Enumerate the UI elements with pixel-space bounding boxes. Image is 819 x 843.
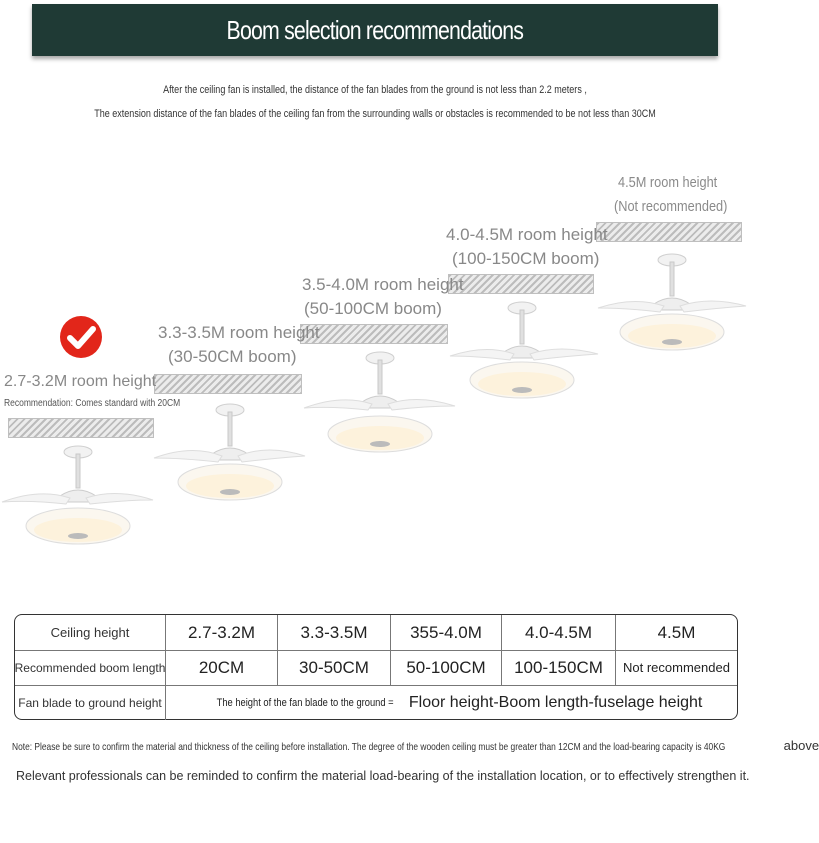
fan-icon — [302, 350, 457, 460]
stage1-ceiling — [8, 418, 154, 438]
fan-icon — [448, 300, 603, 410]
note-2: Relevant professionals can be reminded to confirm the material load-bearing of the installation location, or to effectively strengthen it. — [16, 769, 750, 783]
row-header: Fan blade to ground height — [15, 685, 166, 720]
table-row — [15, 650, 737, 686]
table-cell: 4.5M — [657, 622, 696, 642]
stage2-ceiling — [154, 374, 302, 394]
stage1-title: 2.7-3.2M room height — [4, 373, 157, 390]
stage5-ceiling — [596, 222, 742, 242]
table-cell: 20CM — [166, 650, 278, 685]
formula-lead: The height of the fan blade to the ground = — [216, 696, 394, 709]
stage3-title: 3.5-4.0M room height — [302, 275, 464, 294]
intro-line-1: After the ceiling fan is installed, the distance of the fan blades from the ground is not less than 2.2 meters , — [163, 84, 587, 96]
stage3-ceiling — [300, 324, 448, 344]
stage4-subtitle: (100-150CM boom) — [452, 249, 600, 268]
fan-icon — [596, 250, 748, 360]
table-cell: Not recommended — [623, 660, 730, 675]
title-banner — [32, 4, 718, 56]
formula-rest: Floor height-Boom length-fuselage height — [408, 693, 703, 711]
table-cell: 30-50CM — [278, 650, 391, 685]
note-1-main: Note: Please be sure to confirm the material and thickness of the ceiling before installation. The degree of the wooden ceiling must be greater than 12CM and the load-bearing capacity is 40KG — [12, 741, 726, 753]
table-cell: 4.0-4.5M — [502, 615, 616, 650]
row-header: Ceiling height — [15, 615, 166, 650]
table-cell: 50-100CM — [391, 650, 502, 685]
page-title: Boom selection recommendations — [226, 14, 524, 45]
row-header: Recommended boom length — [15, 650, 166, 685]
note-1-tail: above — [783, 738, 819, 753]
table-cell: 355-4.0M — [391, 615, 502, 650]
note-1 — [12, 738, 819, 753]
table-cell: 100-150CM — [502, 650, 616, 685]
stage5-title: 4.5M room height — [618, 174, 718, 191]
table-row — [15, 685, 737, 720]
stage2-subtitle: (30-50CM boom) — [168, 347, 297, 366]
fan-icon — [0, 440, 155, 550]
table-cell: 2.7-3.2M — [166, 615, 278, 650]
boom-selection-table — [14, 614, 738, 720]
stage2-title: 3.3-3.5M room height — [158, 323, 320, 342]
formula-cell — [166, 685, 737, 720]
table-cell: 3.3-3.5M — [278, 615, 391, 650]
stage1-subtitle: Recommendation: Comes standard with 20CM — [4, 398, 181, 409]
stage3-subtitle: (50-100CM boom) — [304, 299, 442, 318]
stage5-subtitle: (Not recommended) — [614, 198, 728, 215]
table-row — [15, 615, 737, 651]
stage4-ceiling — [448, 274, 594, 294]
intro-line-2: The extension distance of the fan blades of the ceiling fan from the surrounding walls or obstacles is recommended to be not less than 30CM — [94, 108, 656, 120]
checkmark-icon — [60, 316, 102, 358]
fan-icon — [152, 400, 307, 510]
stage4-title: 4.0-4.5M room height — [446, 225, 608, 244]
